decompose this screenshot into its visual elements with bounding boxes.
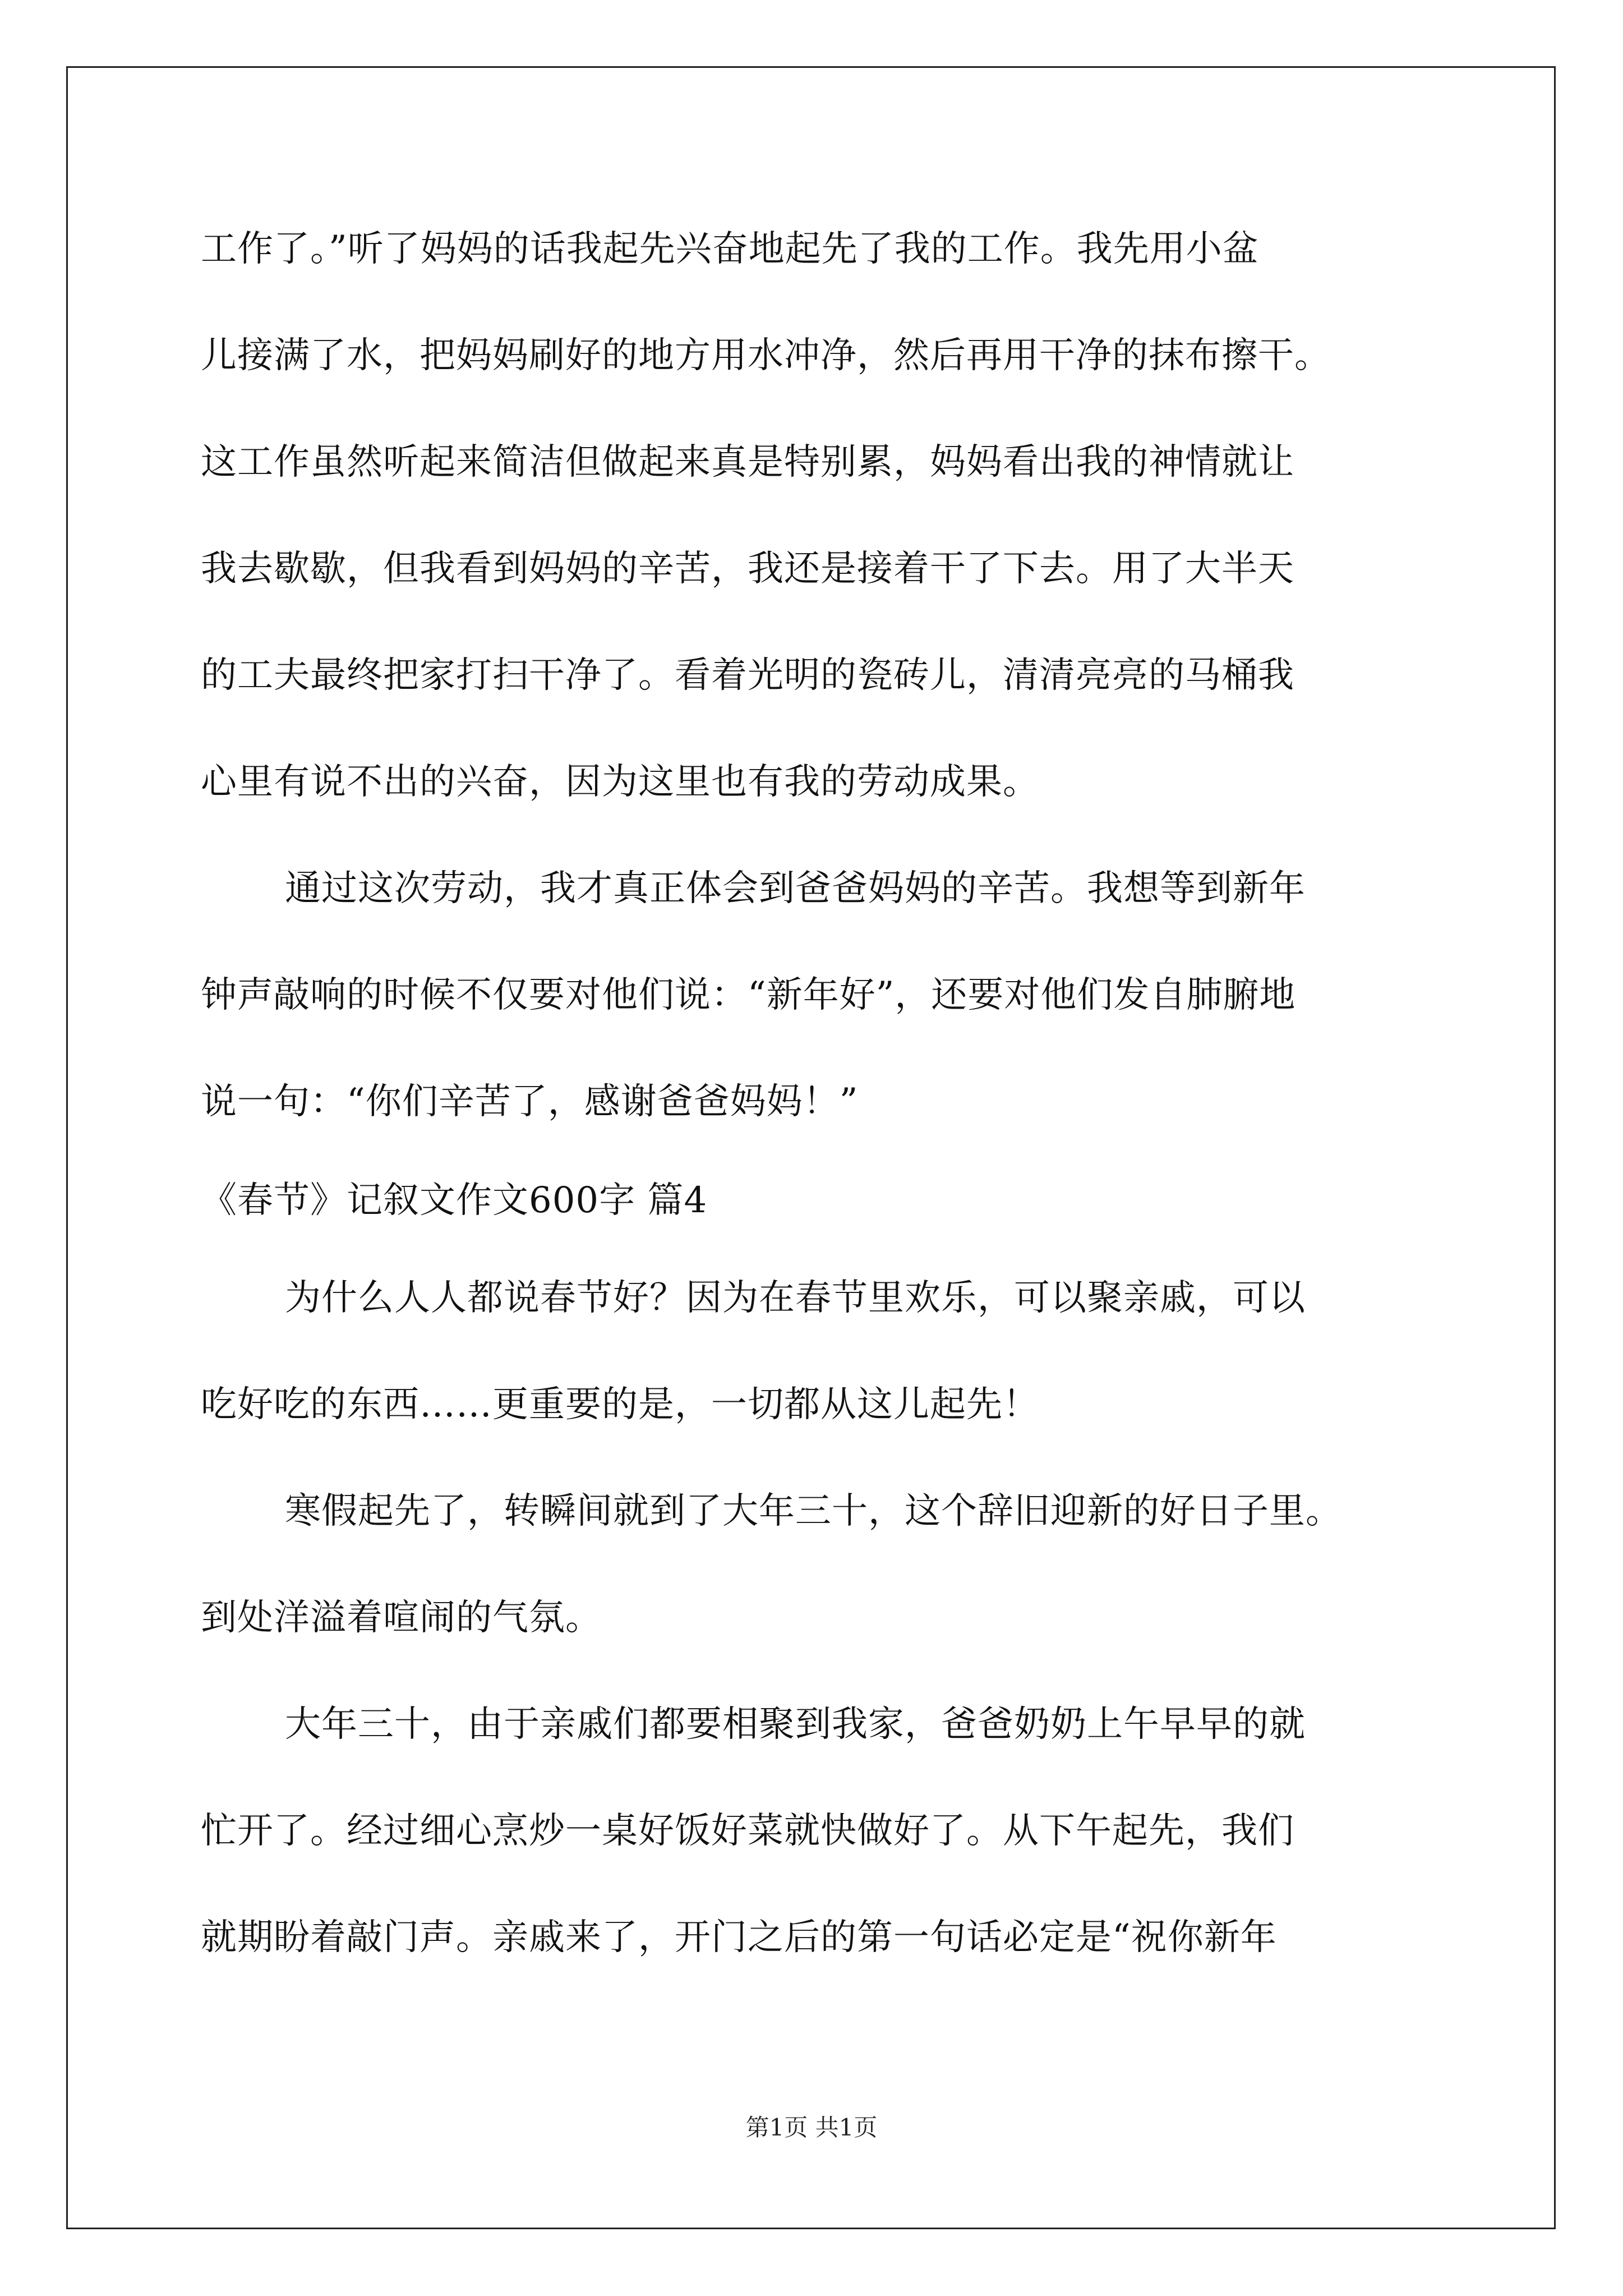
text-line: 说一句：“你们辛苦了，感谢爸爸妈妈！” xyxy=(201,1081,859,1122)
text-line: 儿接满了水，把妈妈刷好的地方用水冲净，然后再用干净的抹布擦干。 xyxy=(201,335,1331,376)
text-line: 工作了。”听了妈妈的话我起先兴奋地起先了我的工作。我先用小盆 xyxy=(201,228,1259,270)
text-line: 就期盼着敲门声。亲戚来了，开门之后的第一句话必定是“祝你新年 xyxy=(201,1917,1277,1958)
paragraph-start-line: 通过这次劳动，我才真正体会到爸爸妈妈的辛苦。我想等到新年 xyxy=(285,868,1306,909)
text-line: 吃好吃的东西……更重要的是，一切都从这儿起先！ xyxy=(201,1384,1039,1425)
section-heading: 《春节》记叙文作文600字 篇4 xyxy=(201,1180,708,1221)
text-line: 钟声敲响的时候不仅要对他们说：“新年好”，还要对他们发自肺腑地 xyxy=(201,974,1296,1016)
text-line: 忙开了。经过细心烹炒一桌好饭好菜就快做好了。从下午起先，我们 xyxy=(201,1810,1294,1852)
text-line: 的工夫最终把家打扫干净了。看着光明的瓷砖儿，清清亮亮的马桶我 xyxy=(201,655,1294,696)
text-line: 我去歇歇，但我看到妈妈的辛苦，我还是接着干了下去。用了大半天 xyxy=(201,548,1294,590)
document-body xyxy=(201,213,1429,2008)
text-line: 这工作虽然听起来简洁但做起来真是特别累，妈妈看出我的神情就让 xyxy=(201,441,1294,483)
text-line: 到处洋溢着喧闹的气氛。 xyxy=(201,1597,602,1639)
paragraph-start-line: 大年三十，由于亲戚们都要相聚到我家，爸爸奶奶上午早早的就 xyxy=(285,1704,1306,1745)
text-line: 心里有说不出的兴奋，因为这里也有我的劳动成果。 xyxy=(201,761,1039,803)
paragraph-start-line: 寒假起先了，转瞬间就到了大年三十，这个辞旧迎新的好日子里。 xyxy=(285,1490,1342,1532)
paragraph-start-line: 为什么人人都说春节好？因为在春节里欢乐，可以聚亲戚，可以 xyxy=(285,1277,1306,1319)
page-footer: 第1页 共1页 xyxy=(745,2114,878,2141)
